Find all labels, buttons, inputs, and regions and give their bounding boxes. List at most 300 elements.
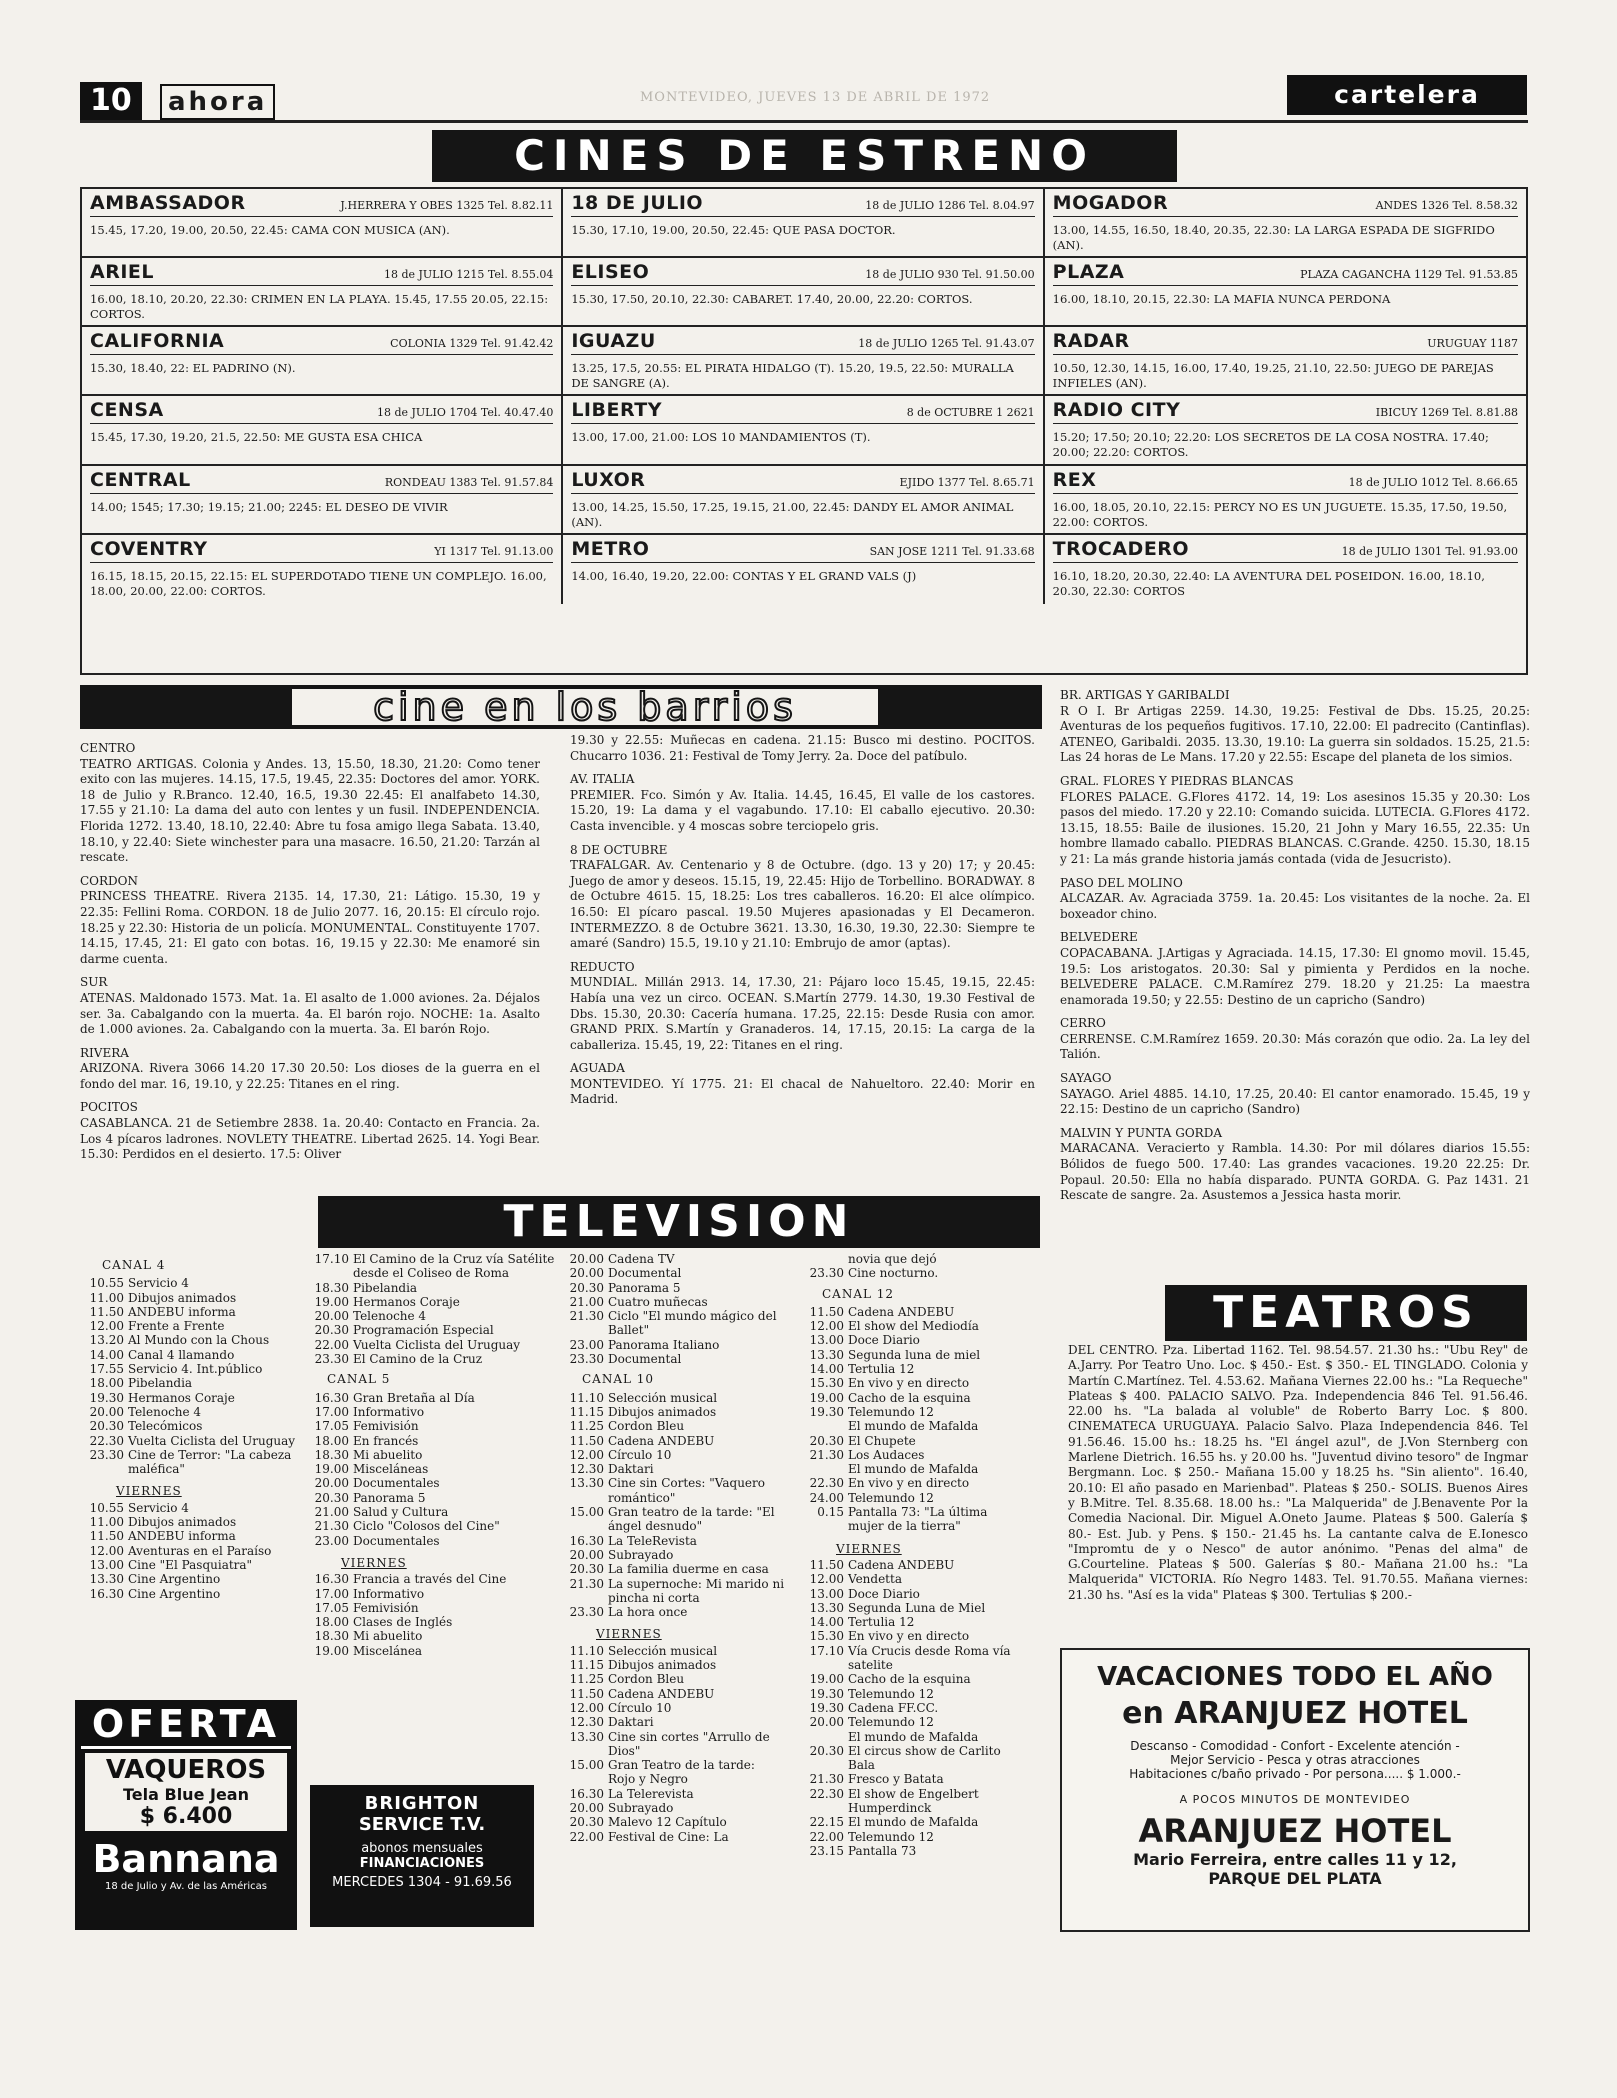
cinema-showings: 14.00; 1545; 17.30; 19.15; 21.00; 2245: EL DESEO DE VIVIR (90, 499, 448, 514)
tv-time: 20.30 (314, 1490, 349, 1505)
cinema-address: PLAZA CAGANCHA 1129 Tel. 91.53.85 (1300, 268, 1518, 282)
cinema-showings: 16.00, 18.05, 20.10, 22.15: PERCY NO ES UN JUGUETE. 15.35, 17.50, 19.50, 22.00: CORTOS. (1052, 499, 1508, 529)
oferta-title: OFERTA (81, 1702, 291, 1749)
tv-program-row (800, 1558, 1025, 1572)
tv-program: Fresco y Batata (848, 1772, 944, 1787)
tv-program: Telemundo 12 (848, 1686, 934, 1701)
tv-time: 13.00 (809, 1586, 844, 1601)
tv-program: Documental (608, 1352, 682, 1367)
tv-program: Cine de Terror: "La cabeza maléfica" (128, 1447, 292, 1477)
bannana-ad (75, 1700, 297, 1930)
cinema-address: YI 1317 Tel. 91.13.00 (434, 544, 554, 558)
hotel-subheadline: en ARANJUEZ HOTEL (1122, 1696, 1468, 1731)
cinema-name: CENTRAL (90, 468, 191, 491)
neighborhood-heading: BELVEDERE (1060, 930, 1138, 945)
cinema-header (571, 330, 1034, 355)
tv-time: 19.00 (809, 1672, 844, 1687)
tv-program: Documentales (353, 1533, 440, 1548)
tv-program: Hermanos Coraje (128, 1390, 235, 1405)
television-banner: TELEVISION (318, 1196, 1040, 1248)
neighborhood-heading: AV. ITALIA (570, 772, 635, 787)
tv-program: Malevo 12 Capítulo (608, 1815, 727, 1830)
neighborhood-listing: CASABLANCA. 21 de Setiembre 2838. 1a. 20.40: Contacto en Francia. 2a. Los 4 pícaros ladrones. NOVLETY THEATRE. Libertad 2625. 14. Yogi Bear. 15.30: Perdidos en el desierto. 17.5: Oliver (80, 1116, 540, 1162)
tv-program: El mundo de Mafalda (848, 1729, 979, 1744)
tv-time: 10.55 (89, 1276, 124, 1291)
tv-program: Cine Argentino (128, 1572, 221, 1587)
cinema-showings: 15.45, 17.30, 19.20, 21.5, 22.50: ME GUSTA ESA CHICA (90, 430, 423, 445)
cinema-cell (1045, 327, 1526, 396)
tv-program-row (800, 1687, 1025, 1701)
header-rule (80, 120, 1528, 123)
tv-program-row (305, 1629, 560, 1643)
cinema-showings: 16.00, 18.10, 20.15, 22.30: LA MAFIA NUNCA PERDONA (1052, 292, 1391, 307)
brighton-abonos: abonos mensuales (361, 1841, 483, 1856)
tv-program-row (560, 1405, 785, 1419)
cinema-header (1053, 330, 1518, 355)
tv-time: 15.00 (569, 1505, 604, 1520)
tv-program: Segunda luna de miel (848, 1347, 981, 1362)
neighborhood-listing: COPACABANA. J.Artigas y Agraciada. 14.15, 17.30: El gnomo movil. 15.45, 19.5: Los aristogatos. 20.30: Sal y pimienta y Perdidos en la noche. BELVEDERE PALACE. C.M.Ramírez 279. 18.20 y 21.25: La maestra enamorada 19.50; y 22.55: Destino de un capricho (Sandro) (1060, 945, 1530, 1007)
tv-program: Canal 4 llamando (128, 1347, 235, 1362)
tv-program-row (80, 1348, 300, 1362)
tv-time: 12.00 (89, 1319, 124, 1334)
tv-program: El mundo de Mafalda (848, 1815, 979, 1830)
tv-time: 22.00 (809, 1829, 844, 1844)
tv-program-row (305, 1491, 560, 1505)
tv-time: 20.30 (569, 1280, 604, 1295)
tv-channel-heading: CANAL 12 (822, 1286, 895, 1301)
tv-program: Al Mundo con la Chous (128, 1333, 270, 1348)
tv-time: 20.00 (569, 1547, 604, 1562)
cinema-showings: 16.00, 18.10, 20.20, 22.30: CRIMEN EN LA PLAYA. 15.45, 17.55 20.05, 22.15: CORTOS. (90, 292, 549, 322)
tv-program-row (800, 1391, 1025, 1405)
tv-time: 21.00 (569, 1294, 604, 1309)
tv-program: Telemundo 12 (848, 1404, 934, 1419)
tv-program-row (800, 1701, 1025, 1715)
tv-program: Cine sin cortes "Arrullo de Dios" (608, 1729, 770, 1758)
tv-program-row (305, 1601, 560, 1615)
tv-program-row (80, 1529, 300, 1543)
cinema-cell (1045, 189, 1526, 258)
tv-time: 22.00 (569, 1829, 604, 1844)
tv-time: 13.00 (89, 1557, 124, 1572)
tv-program: Frente a Frente (128, 1319, 225, 1334)
cinema-address: J.HERRERA Y OBES 1325 Tel. 8.82.11 (340, 199, 554, 212)
tv-time: 20.00 (569, 1800, 604, 1815)
cinema-address: SAN JOSE 1211 Tel. 91.33.68 (869, 544, 1035, 558)
tv-time: 12.00 (569, 1447, 604, 1462)
tv-program: Cadena FF.CC. (848, 1700, 939, 1715)
tv-time: 17.05 (314, 1419, 349, 1434)
cinema-name: LIBERTY (571, 399, 662, 422)
cinema-header (571, 399, 1034, 424)
cinema-address: 8 de OCTUBRE 1 2621 (906, 406, 1035, 420)
tv-time: 18.30 (314, 1447, 349, 1462)
tv-program: Dibujos animados (608, 1404, 717, 1419)
tv-program-row (800, 1730, 1025, 1744)
tv-program: Gran Teatro de la tarde: Rojo y Negro (608, 1758, 755, 1787)
tv-time: 11.25 (569, 1672, 604, 1687)
estreno-grid (80, 187, 1528, 675)
tv-program-row (800, 1629, 1025, 1643)
tv-program-row (800, 1476, 1025, 1490)
tv-program: Femivisión (353, 1419, 419, 1434)
tv-time: 23.30 (89, 1447, 124, 1462)
cinema-name: COVENTRY (90, 537, 208, 560)
brighton-financiaciones: FINANCIACIONES (359, 1856, 485, 1871)
tv-time: 22.15 (809, 1815, 844, 1830)
tv-program: Cine nocturno. (848, 1266, 939, 1281)
neighborhood-listing: R O I. Br Artigas 2259. 14.30, 19.25: Festival de Dbs. 15.25, 20.25: Aventuras de los pequeños fugitivos. 17.10, 22.00: El padrecito (Cantinflas). ATENEO, Garibaldi. 2035. 13.30, 19.10: La guerra sin soldados. 15.25, 21.5: Las 24 horas de Le Mans. 17.20 y 22.55: Escape del planeta de los simios. (1060, 703, 1530, 765)
cinema-header (1053, 192, 1518, 217)
tv-program-row (560, 1730, 785, 1759)
page-number: 10 (80, 82, 142, 120)
tv-program: Telemundo 12 (848, 1490, 934, 1505)
tv-program: Dibujos animados (128, 1290, 237, 1305)
tv-time: 11.10 (569, 1643, 604, 1658)
tv-time: 20.00 (89, 1404, 124, 1419)
tv-program: Selección musical (608, 1390, 718, 1405)
cinema-showings: 10.50, 12.30, 14.15, 16.00, 17.40, 19.25, 21.10, 22.50: JUEGO DE PAREJAS INFIELES (AN). (1052, 361, 1494, 391)
tv-program-row (800, 1434, 1025, 1448)
tv-program-row (800, 1815, 1025, 1829)
tv-program-row (560, 1448, 785, 1462)
tv-program: Vendetta (848, 1572, 902, 1587)
tv-program: Cordon Bleu (608, 1672, 685, 1687)
neighborhood-heading: 8 DE OCTUBRE (570, 842, 668, 857)
neighborhood-heading: SAYAGO (1060, 1071, 1112, 1086)
tv-program-row (305, 1644, 560, 1658)
brighton-address: MERCEDES 1304 - 91.69.56 (332, 1875, 512, 1890)
tv-program-row (800, 1266, 1025, 1280)
tv-program: Cuatro muñecas (608, 1294, 708, 1309)
cinema-showings: 13.00, 14.25, 15.50, 17.25, 19.15, 21.00, 22.45: DANDY EL AMOR ANIMAL (AN). (571, 499, 1014, 529)
cinema-header (90, 192, 553, 217)
tv-time: 10.55 (89, 1500, 124, 1515)
tv-time: 18.00 (89, 1376, 124, 1391)
tv-time: 13.30 (569, 1729, 604, 1744)
cinema-showings: 16.15, 18.15, 20.15, 22.15: EL SUPERDOTADO TIENE UN COMPLEJO. 16.00, 18.00, 20.00, 22.00: CORTOS. (90, 568, 547, 598)
cinema-name: CENSA (90, 399, 164, 422)
tv-time: 20.00 (314, 1476, 349, 1491)
cinema-name: REX (1052, 468, 1097, 491)
tv-program: Círculo 10 (608, 1700, 672, 1715)
tv-program: Ciclo "Colosos del Cine" (353, 1519, 500, 1534)
cinema-address: 18 de JULIO 1265 Tel. 91.43.07 (858, 337, 1035, 351)
cinema-header (1053, 469, 1518, 494)
tv-time: 12.00 (809, 1572, 844, 1587)
neighborhood-heading: GRAL. FLORES Y PIEDRAS BLANCAS (1060, 773, 1294, 788)
oferta-price: $ 6.400 (139, 1804, 233, 1829)
barrios-title: cine en los barrios (290, 687, 880, 727)
cinema-cell (82, 258, 563, 327)
cinema-address: IBICUY 1269 Tel. 8.81.88 (1375, 406, 1518, 420)
neighborhood-listing: TRAFALGAR. Av. Centenario y 8 de Octubre. (dgo. 13 y 20) 17; y 20.45: Juego de amor y deseos. 15.15, 19, 22.45: Hijo de Torbellino. BORADWAY. 8 de Octubre 4615. 15, 18.25: Los tres caballeros. 16.20: El alce olímpico. 16.50: El pícaro pascal. 19.50 Mujeres apasionadas y El Decameron. INTERMEZZO. 8 de Octubre 3621. 13.30, 16.30, 19.30, 22.30: Siempre te amaré (Sandro) 15.5, 19.10 y 21.10: Embrujo de amor (aptas). (570, 858, 1035, 951)
cinema-name: RADAR (1052, 330, 1130, 353)
tv-program-row (800, 1305, 1025, 1319)
cinema-cell (82, 396, 563, 465)
tv-program: Clases de Inglés (353, 1615, 453, 1630)
tv-program-row (560, 1562, 785, 1576)
tv-program-row (560, 1605, 785, 1619)
tv-program-row (560, 1462, 785, 1476)
tv-program-row (800, 1505, 1025, 1534)
cinema-name: CALIFORNIA (90, 330, 225, 353)
tv-time: 22.30 (809, 1786, 844, 1801)
tv-program: Cine Argentino (128, 1586, 221, 1601)
bannana-address: 18 de Julio y Av. de las Américas (104, 1881, 267, 1892)
cinema-showings: 15.30, 18.40, 22: EL PADRINO (N). (90, 361, 296, 376)
tv-program: Servicio 4 (128, 1500, 189, 1515)
tv-program: Panorama Italiano (608, 1337, 720, 1352)
hotel-features-1: Descanso - Comodidad - Confort - Excelente atención - (1130, 1739, 1460, 1753)
tv-time: 16.30 (314, 1390, 349, 1405)
aranjuez-hotel-ad (1060, 1648, 1530, 1932)
tv-time (800, 1252, 848, 1266)
tv-program-row (305, 1434, 560, 1448)
tv-program-row (305, 1505, 560, 1519)
cinema-address: EJIDO 1377 Tel. 8.65.71 (899, 475, 1035, 489)
tv-time: 13.30 (809, 1600, 844, 1615)
tv-program-row (305, 1323, 560, 1337)
cinema-address: URUGUAY 1187 (1427, 337, 1518, 351)
tv-program-row (560, 1701, 785, 1715)
cinema-cell (563, 466, 1044, 535)
tv-time: 23.00 (569, 1337, 604, 1352)
tv-time: 15.30 (809, 1376, 844, 1391)
tv-program-row (80, 1405, 300, 1419)
brighton-ad (310, 1785, 534, 1927)
tv-program: Documentales (353, 1476, 440, 1491)
tv-program-row (800, 1615, 1025, 1629)
tv-program: Miscelánea (353, 1643, 423, 1658)
tv-time: 20.00 (569, 1266, 604, 1281)
tv-program: Documental (608, 1266, 682, 1281)
tv-time: 19.30 (809, 1404, 844, 1419)
hotel-address: Mario Ferreira, entre calles 11 y 12, (1133, 1850, 1457, 1869)
tv-program-row (560, 1391, 785, 1405)
tv-program-row (560, 1505, 785, 1534)
neighborhood-heading: REDUCTO (570, 959, 635, 974)
tv-program: Telenoche 4 (353, 1309, 427, 1324)
tv-time: 14.00 (809, 1615, 844, 1630)
tv-program: La Telerevista (608, 1786, 694, 1801)
tv-time: 12.30 (569, 1715, 604, 1730)
tv-program-row (800, 1333, 1025, 1347)
tv-time: 22.30 (809, 1476, 844, 1491)
tv-program-row (800, 1572, 1025, 1586)
tv-program-row (560, 1672, 785, 1686)
tv-day-heading: VIERNES (596, 1627, 662, 1642)
cinema-cell (82, 327, 563, 396)
cinema-header (90, 261, 553, 286)
tv-time: 15.30 (809, 1629, 844, 1644)
cinema-header (90, 399, 553, 424)
tv-program-row (800, 1376, 1025, 1390)
tv-time: 17.55 (89, 1362, 124, 1377)
tv-column-1 (80, 1252, 300, 1601)
tv-time: 20.00 (569, 1252, 604, 1266)
tv-time: 18.00 (314, 1433, 349, 1448)
tv-time: 23.30 (569, 1352, 604, 1367)
tv-program: Los Audaces (848, 1447, 925, 1462)
tv-program-row (305, 1281, 560, 1295)
tv-program-row (800, 1772, 1025, 1786)
tv-program: Segunda Luna de Miel (848, 1600, 986, 1615)
cinema-header (90, 330, 553, 355)
cinema-header (571, 192, 1034, 217)
tv-time: 11.50 (809, 1557, 844, 1572)
tv-program: Doce Diario (848, 1586, 920, 1601)
tv-program-row (305, 1309, 560, 1323)
cinema-address: 18 de JULIO 1286 Tel. 8.04.97 (865, 199, 1035, 212)
tv-program-row (560, 1644, 785, 1658)
cinema-header (571, 261, 1034, 286)
barrios-banner (80, 685, 1042, 729)
tv-program-row (560, 1476, 785, 1505)
tv-time (800, 1462, 848, 1476)
tv-program: El show de Engelbert Humperdinck (848, 1786, 979, 1815)
tv-day-heading: VIERNES (341, 1555, 407, 1570)
tv-program-row (305, 1587, 560, 1601)
cinema-name: PLAZA (1052, 261, 1125, 284)
magazine-logo: ahora (160, 84, 275, 120)
tv-program: Vuelta Ciclista del Uruguay (353, 1337, 521, 1352)
tv-time: 14.00 (89, 1347, 124, 1362)
tv-program-row (560, 1687, 785, 1701)
tv-program: Cordon Bleu (608, 1419, 685, 1434)
tv-program-row (800, 1405, 1025, 1419)
teatros-listings: DEL CENTRO. Pza. Libertad 1162. Tel. 98.54.57. 21.30 hs.: "Ubu Rey" de A.Jarry. Por Teatro Uno. Loc. $ 450.- Est. $ 350.- EL TINGLADO. Colonia y Martín C.Martínez. Tel. 4.53.62. Mañana Viernes 22.00 hs.: "La Requeche" Plateas $ 400. PALACIO SALVO. Pza. Independencia 846 Tel. 91.56.46. 22.00 hs. "La balada al voluble" de Roberto Barry Loc. $ 800. CINEMATECA URUGUAYA. Palacio Salvo. Plaza Independencia 846. Tel 91.56.46. 15.00 hs.: 18.25 hs. "El ángel azul", de J.Von Sternberg con Marlene Dietrich. 16.55 hs. y 20.00 hs. "Juventud divino tesoro" de Ingmar Bergmann. Loc. $ 250.- Mañana 15.00 y 18.25 hs. "Sin aliento". 16.40, 20.10: El año pasado en Marienbad". Plateas $ 250.- SOLIS. Buenos Aires y B.Mitre. Tel. 8.35.68. 18.00 hs.: "La Malquerida" de J.Benavente Por la Comedia Nacional. Dir. Miguel A.Oneto Jaume. Plateas $ 500. Galería $ 80.- Est. Jub. y Pens. $ 150.- 21.45 hs. La cantante calva de E.Ionesco "Impromtu de y o Nesco" de autor anónimo. "Penas del alma" de G.Courteline. Plateas $ 500. Galerías $ 80.- Mañana 21.00 hs.: "La Malquerida" VICTORIA. Río Negro 1483. Tel. 91.70.55. Mañana viernes: 21.30 hs. "Así es la vida" Plateas $ 300. Tertulias $ 200.- (1068, 1343, 1528, 1602)
tv-program: Subrayado (608, 1800, 674, 1815)
tv-program: Daktari (608, 1462, 654, 1477)
dateline: MONTEVIDEO, JUEVES 13 DE ABRIL DE 1972 (640, 90, 991, 105)
neighborhood-heading: POCITOS (80, 1100, 138, 1115)
tv-program: Cine sin Cortes: "Vaquero romántico" (608, 1476, 765, 1505)
cinema-name: ARIEL (90, 261, 154, 284)
brighton-service: SERVICE T.V. (358, 1814, 486, 1835)
tv-time: 13.30 (89, 1572, 124, 1587)
tv-program: La TeleRevista (608, 1533, 697, 1548)
tv-time: 17.10 (314, 1252, 349, 1266)
tv-program-row (800, 1419, 1025, 1433)
tv-program-row (80, 1319, 300, 1333)
cinema-cell (563, 189, 1044, 258)
neighborhood-heading: SUR (80, 975, 108, 990)
tv-program-row (305, 1295, 560, 1309)
tv-program: Cadena TV (608, 1252, 675, 1266)
tv-time: 13.20 (89, 1333, 124, 1348)
cinema-address: RONDEAU 1383 Tel. 91.57.84 (384, 475, 554, 489)
tv-program-row (560, 1352, 785, 1366)
tv-program-row (80, 1419, 300, 1433)
tv-time: 13.00 (809, 1333, 844, 1348)
tv-program-row (305, 1419, 560, 1433)
tv-program: Hermanos Coraje (353, 1294, 460, 1309)
tv-program-row (80, 1276, 300, 1290)
tv-time: 23.30 (569, 1605, 604, 1620)
tv-time: 11.50 (89, 1529, 124, 1544)
tv-program-row (560, 1830, 785, 1844)
tv-channel-heading: CANAL 4 (102, 1258, 166, 1272)
tv-program-row (305, 1519, 560, 1533)
tv-program-row (800, 1787, 1025, 1816)
cinema-cell (563, 258, 1044, 327)
cinema-cell (82, 535, 563, 604)
tv-program-row (560, 1266, 785, 1280)
tv-program-row (560, 1548, 785, 1562)
neighborhood-listing: SAYAGO. Ariel 4885. 14.10, 17.25, 20.40: El cantor enamorado. 15.45, 19 y 22.15: Destino de un capricho (Sandro) (1060, 1086, 1530, 1117)
hotel-features-2: Mejor Servicio - Pesca y otras atracciones (1170, 1753, 1420, 1767)
tv-time: 11.50 (809, 1304, 844, 1319)
neighborhood-listing: TEATRO ARTIGAS. Colonia y Andes. 13, 15.50, 18.30, 21.20: Como tener exito con las mujeres. 14.15, 17.5, 19.45, 22.35: Doctores del amor. YORK. 18 de Julio y R.Branco. 12.40, 16.5, 19.30 22.45: El analfabeto 14.30, 17.55 y 21.10: La dama del auto con lentes y un fusil. INDEPENDENCIA. Florida 1272. 13.40, 18.10, 22.40: Abre tu fosa amigo llega Sabata. 13.40, 18.10, y 22.40: Siete winchester para una masacre. 16.50, 21.20: Tarzán al rescate. (80, 756, 540, 865)
tv-program: Pantalla 73 (848, 1843, 917, 1858)
tv-program-row (560, 1434, 785, 1448)
brighton-name: BRIGHTON (364, 1793, 480, 1814)
tv-program-row (80, 1434, 300, 1448)
neighborhood-listing: MARACANA. Veracierto y Rambla. 14.30: Por mil dólares diarios 15.55: Bólidos de fuego 500. 17.40: Las grandes vacaciones. 19.20 22.25: Dr. Popaul. 20.50: Ella no había disparado. PUNTA GORDA. G. Paz 1431. 21 Rescate de sangre. 2a. Asustemos a Jessica hasta morir. (1060, 1141, 1530, 1203)
tv-time: 23.30 (314, 1352, 349, 1367)
cinema-header (571, 469, 1034, 494)
tv-time: 22.30 (89, 1433, 124, 1448)
neighborhood-listing: FLORES PALACE. G.Flores 4172. 14, 19: Los asesinos 15.35 y 20.30: Los pasos del miedo. 17.20 y 22.10: Comando suicida. LUTECIA. G.Flores 4172. 13.15, 18.55: Baile de ilusiones. 15.20, 21 John y Mary 16.55, 22.35: Un hombre llamado caballo. PIEDRAS BLANCAS. C.Grande. 4250. 15.30, 18.15 y 21: La más grande historia jamás contada (vida de Jesucristo). (1060, 789, 1530, 866)
tv-program: El mundo de Mafalda (848, 1462, 979, 1477)
tv-program: Gran teatro de la tarde: "El ángel desnudo" (608, 1505, 775, 1534)
tv-program: Mi abuelito (353, 1447, 423, 1462)
tv-time: 11.10 (569, 1390, 604, 1405)
cinema-name: 18 DE JULIO (571, 192, 704, 214)
neighborhood-listing: PREMIER. Fco. Simón y Av. Italia. 14.45, 16.45, El valle de los castores. 15.20, 19: La dama y el vagabundo. 17.10: El caballo ejecutivo. 20.30: Casta invencible. y 4 moscas sobre terciopelo gris. (570, 787, 1035, 833)
cinema-address: 18 de JULIO 930 Tel. 91.50.00 (865, 268, 1035, 282)
tv-program: Cadena ANDEBU (848, 1304, 955, 1319)
hotel-name: ARANJUEZ HOTEL (1138, 1812, 1452, 1850)
hotel-price: Habitaciones c/baño privado - Por persona..... $ 1.000.- (1129, 1767, 1461, 1781)
tv-program-row (305, 1352, 560, 1366)
neighborhood-listing: MONTEVIDEO. Yí 1775. 21: El chacal de Nahueltoro. 22.40: Morir en Madrid. (570, 1076, 1035, 1107)
tv-program: Femivisión (353, 1600, 419, 1615)
tv-program: El show del Mediodía (848, 1319, 979, 1334)
tv-program: Pibelandia (353, 1280, 418, 1295)
tv-program: Cadena ANDEBU (608, 1433, 715, 1448)
cinema-address: ANDES 1326 Tel. 8.58.32 (1375, 199, 1518, 212)
cinema-showings: 14.00, 16.40, 19.20, 22.00: CONTAS Y EL GRAND VALS (J) (571, 568, 917, 583)
cinema-header (1053, 538, 1518, 563)
tv-program: Telenoche 4 (128, 1404, 202, 1419)
tv-program-row (80, 1544, 300, 1558)
tv-program-row (800, 1252, 1025, 1266)
tv-column-4 (800, 1252, 1025, 1858)
tv-program-row (560, 1252, 785, 1266)
tv-program: Dibujos animados (608, 1658, 717, 1673)
tv-program-row (560, 1281, 785, 1295)
tv-program-row (80, 1501, 300, 1515)
neighborhood-listing: ATENAS. Maldonado 1573. Mat. 1a. El asalto de 1.000 aviones. 2a. Déjalos ser. 3a. Cabalgando con la muerta. 4a. El barón rojo. NOCHE: 1a. Asalto de 1.000 aviones. 2a. Cabalgando con la muerta. 3a. El barón Rojo. (80, 990, 540, 1037)
cinema-cell (1045, 396, 1526, 465)
tv-program-row (80, 1362, 300, 1376)
tv-time: 23.30 (809, 1266, 844, 1281)
tv-day-heading: VIERNES (836, 1541, 902, 1556)
cinema-showings: 13.00, 14.55, 16.50, 18.40, 20.35, 22.30: LA LARGA ESPADA DE SIGFRIDO (AN). (1052, 223, 1495, 252)
tv-program: Gran Bretaña al Día (353, 1390, 475, 1405)
tv-time: 15.00 (569, 1758, 604, 1773)
tv-program: ANDEBU informa (128, 1529, 236, 1544)
tv-time: 20.30 (569, 1562, 604, 1577)
tv-program-row (80, 1291, 300, 1305)
tv-time: 21.00 (314, 1505, 349, 1520)
neighborhood-heading: PASO DEL MOLINO (1060, 875, 1183, 890)
tv-program-row (800, 1744, 1025, 1773)
tv-program-row (800, 1715, 1025, 1729)
